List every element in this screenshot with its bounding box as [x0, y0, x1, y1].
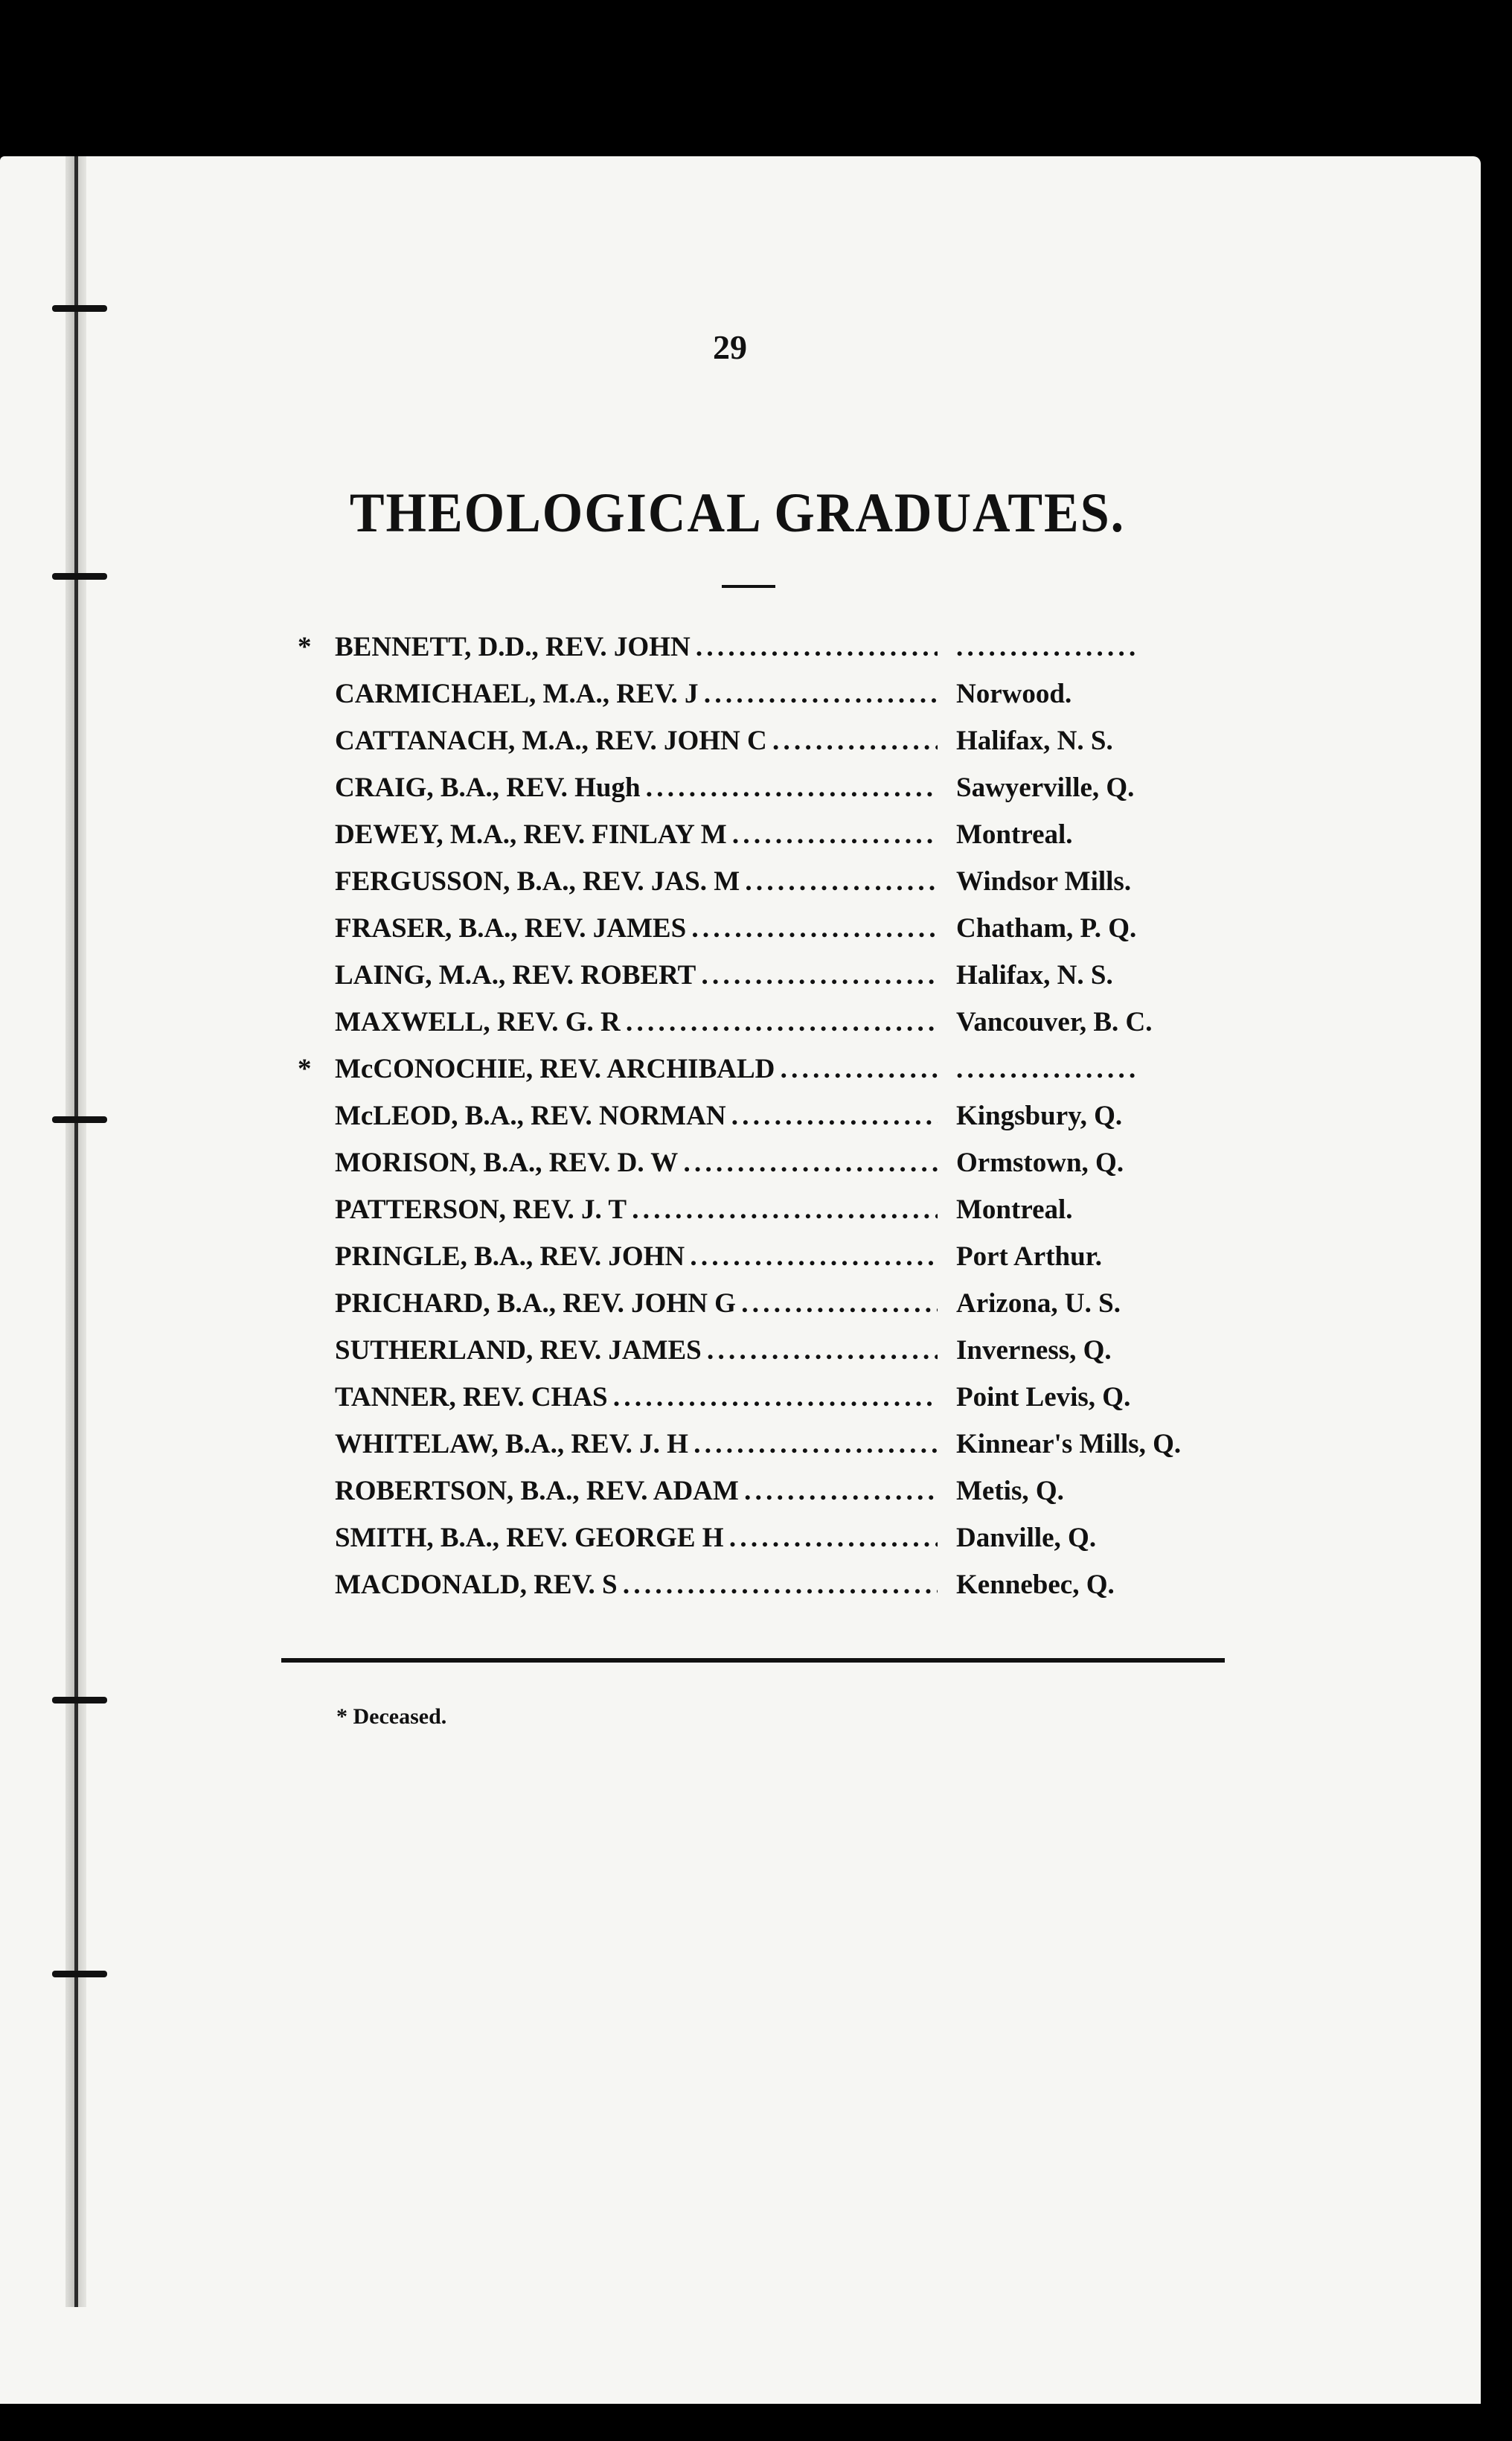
binding-stitch	[52, 1116, 107, 1123]
list-item	[298, 1569, 1220, 1616]
page-number: 29	[713, 328, 747, 366]
graduate-name: McLEOD, B.A., REV. NORMAN . . .	[335, 1100, 938, 1132]
list-item	[298, 1428, 1220, 1475]
graduate-location: Halifax, N. S.	[956, 725, 1224, 757]
deceased-marker: *	[298, 1054, 312, 1084]
graduate-name: MAXWELL, REV. G. R . . .	[335, 1006, 938, 1038]
list-item	[298, 912, 1220, 959]
graduate-name: ROBERTSON, B.A., REV. ADAM . . .	[335, 1475, 938, 1507]
graduate-name: FERGUSSON, B.A., REV. JAS. M . . .	[335, 866, 938, 898]
list-item	[298, 1522, 1220, 1569]
graduate-location: Vancouver, B. C.	[956, 1006, 1224, 1038]
graduate-location: Halifax, N. S.	[956, 959, 1224, 991]
list-item	[298, 1381, 1220, 1428]
graduate-name: FRASER, B.A., REV. JAMES . . .	[335, 912, 938, 944]
list-item	[298, 725, 1220, 772]
graduate-name: WHITELAW, B.A., REV. J. H . . .	[335, 1428, 938, 1460]
graduate-location: Point Levis, Q.	[956, 1381, 1224, 1413]
graduate-location: Kinnear's Mills, Q.	[956, 1428, 1224, 1460]
binding-stitch	[52, 1971, 107, 1977]
graduate-location: Metis, Q.	[956, 1475, 1224, 1507]
list-item	[298, 631, 1220, 678]
graduate-name: BENNETT, D.D., REV. JOHN . . .	[335, 631, 938, 663]
graduate-name: PRINGLE, B.A., REV. JOHN . . .	[335, 1241, 938, 1273]
graduate-location: Kennebec, Q.	[956, 1569, 1224, 1601]
footnote: * Deceased.	[336, 1704, 447, 1729]
list-item	[298, 678, 1220, 725]
list-item	[298, 1334, 1220, 1381]
list-item	[298, 1287, 1220, 1334]
graduate-location: Windsor Mills.	[956, 866, 1224, 898]
graduate-name: TANNER, REV. CHAS . . .	[335, 1381, 938, 1413]
graduate-location: Arizona, U. S.	[956, 1287, 1224, 1319]
graduate-name: PATTERSON, REV. J. T . . .	[335, 1194, 938, 1226]
list-item	[298, 1147, 1220, 1194]
deceased-marker: *	[298, 632, 312, 662]
graduate-location: Montreal.	[956, 1194, 1224, 1226]
list-item	[298, 772, 1220, 819]
graduate-location: Kingsbury, Q.	[956, 1100, 1224, 1132]
title-rule	[722, 585, 775, 588]
binding-stitch	[52, 1697, 107, 1703]
graduate-name: MORISON, B.A., REV. D. W . . .	[335, 1147, 938, 1179]
graduate-location: Danville, Q.	[956, 1522, 1224, 1554]
graduate-name: PRICHARD, B.A., REV. JOHN G . . .	[335, 1287, 938, 1319]
list-item	[298, 1241, 1220, 1287]
bottom-rule	[281, 1658, 1225, 1663]
graduate-location: Port Arthur.	[956, 1241, 1224, 1273]
graduate-name: CATTANACH, M.A., REV. JOHN C . . .	[335, 725, 938, 757]
list-item	[298, 1006, 1220, 1053]
graduate-name: LAING, M.A., REV. ROBERT . . .	[335, 959, 938, 991]
graduate-name: CARMICHAEL, M.A., REV. J . . .	[335, 678, 938, 710]
list-item	[298, 1194, 1220, 1241]
graduates-list	[298, 631, 1220, 1616]
graduate-location	[956, 1053, 1224, 1085]
page-title: THEOLOGICAL GRADUATES.	[349, 482, 1126, 545]
list-item	[298, 866, 1220, 912]
binding-stitch	[52, 305, 107, 312]
binding-line	[74, 156, 78, 2307]
graduate-location: Ormstown, Q.	[956, 1147, 1224, 1179]
list-item	[298, 1100, 1220, 1147]
graduate-location: Norwood.	[956, 678, 1224, 710]
graduate-location: Montreal.	[956, 819, 1224, 851]
graduate-name: SMITH, B.A., REV. GEORGE H . . .	[335, 1522, 938, 1554]
graduate-name: CRAIG, B.A., REV. Hugh . . .	[335, 772, 938, 804]
binding-stitch	[52, 573, 107, 580]
list-item	[298, 819, 1220, 866]
graduate-name: DEWEY, M.A., REV. FINLAY M . . .	[335, 819, 938, 851]
graduate-location: Sawyerville, Q.	[956, 772, 1224, 804]
list-item	[298, 959, 1220, 1006]
list-item	[298, 1053, 1220, 1100]
list-item	[298, 1475, 1220, 1522]
graduate-name: MACDONALD, REV. S . . .	[335, 1569, 938, 1601]
graduate-name: McCONOCHIE, REV. ARCHIBALD . . .	[335, 1053, 938, 1085]
graduate-location: Inverness, Q.	[956, 1334, 1224, 1366]
graduate-location	[956, 631, 1224, 663]
graduate-name: SUTHERLAND, REV. JAMES . . .	[335, 1334, 938, 1366]
graduate-location: Chatham, P. Q.	[956, 912, 1224, 944]
